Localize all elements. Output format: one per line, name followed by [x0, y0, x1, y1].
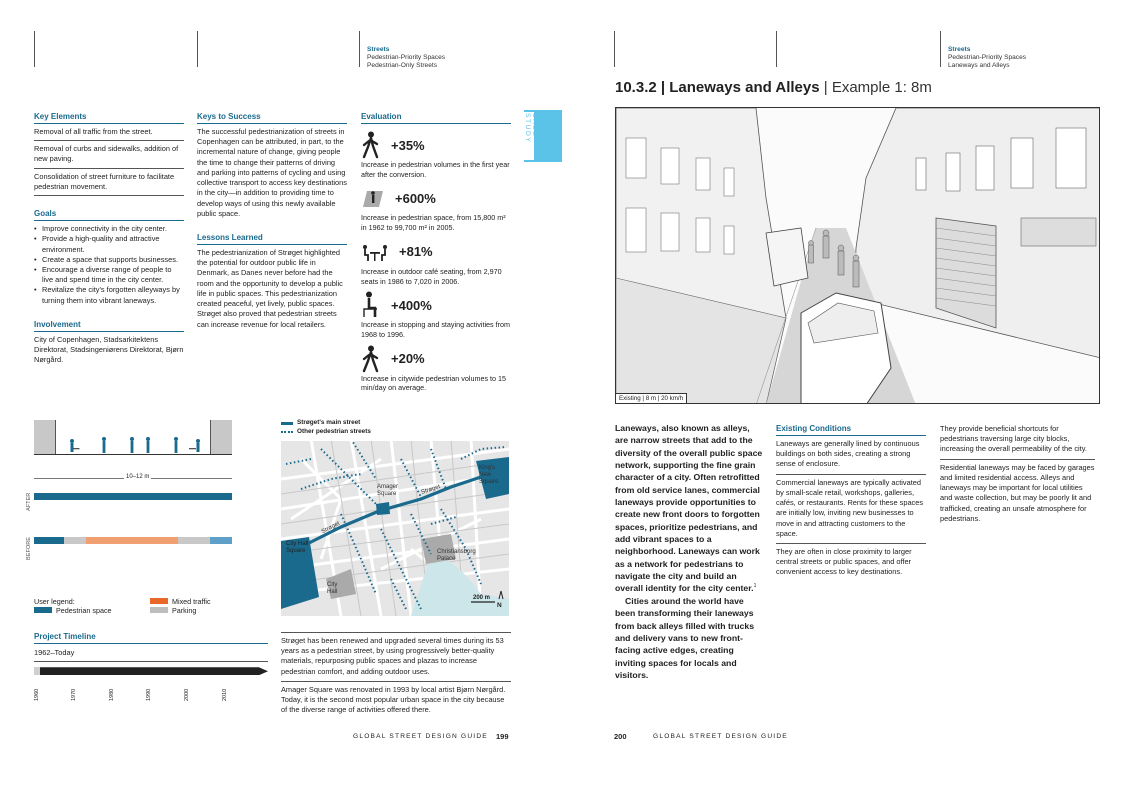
map-legend-other: Other pedestrian streets [297, 428, 371, 435]
column-rule [34, 31, 35, 67]
breadcrumb-item: Laneways and Alleys [948, 61, 1010, 69]
timeline-tick: 1980 [109, 688, 115, 702]
before-label: BEFORE [26, 536, 32, 560]
evaluation-description: Increase in stopping and staying activities from 1968 to 1996. [361, 320, 511, 340]
laneway-drawing [616, 108, 1100, 404]
evaluation-description: Increase in pedestrian volumes in the first year after the conversion. [361, 160, 510, 179]
street-section-diagram [26, 420, 232, 565]
evaluation-value: +35% [391, 137, 425, 153]
column-rule [197, 31, 198, 67]
timeline-tick: 2010 [222, 688, 228, 702]
after-label: AFTER [26, 492, 32, 511]
column-rule [614, 31, 615, 67]
page-title-bold: 10.3.2 | Laneways and Alleys [615, 79, 820, 96]
footer-title: GLOBAL STREET DESIGN GUIDE [353, 733, 488, 740]
pedestrian-walking-icon [361, 131, 381, 159]
map-caption [281, 632, 511, 716]
laneway-illustration [615, 107, 1100, 404]
page-number: 199 [496, 732, 509, 741]
section-heading: Lessons Learned [197, 233, 347, 245]
case-study-tab [524, 110, 562, 162]
evaluation-value: +20% [391, 351, 425, 367]
project-timeline [34, 632, 268, 711]
map-drawing [281, 419, 509, 616]
map-legend-main: Strøget's main street [297, 419, 361, 426]
evaluation-value: +81% [399, 244, 433, 260]
keys-to-success-section [197, 112, 347, 330]
map-scale: 200 m [473, 595, 491, 601]
goal-item: • Improve connectivity in the city center. [34, 224, 184, 234]
timeline-tick: 1990 [146, 688, 152, 702]
section-heading: Project Timeline [34, 632, 268, 644]
evaluation-value: +400% [391, 297, 432, 313]
footer-title: GLOBAL STREET DESIGN GUIDE [653, 733, 788, 740]
section-heading: Keys to Success [197, 112, 347, 124]
evaluation-section [361, 112, 511, 397]
map-label-christiansborg: Christiansborg Palace [437, 549, 476, 562]
key-element-item: Consolidation of street furniture to facilitate pedestrian movement. [34, 168, 184, 192]
goal-item: • Provide a high-quality and attractive environment. [34, 234, 184, 254]
map-label-amager-square: Amager Square [377, 484, 399, 497]
map-label-kings-square: King's New Square [479, 465, 499, 485]
evaluation-item [361, 237, 511, 267]
legend-mixed: Mixed traffic [172, 597, 211, 606]
breadcrumb-section: Streets [948, 46, 971, 53]
key-element-item: Removal of all traffic from the street. [34, 127, 153, 136]
intro-para: Cities around the world have been transforming their laneways from back alleys filled with trucks and delivery vans to new front-facing active edges, creating inviting spaces for locals and visitors. [615, 595, 755, 680]
intro-text [615, 422, 765, 681]
breadcrumb-section: Streets [367, 46, 390, 53]
map-label-city-hall-square: City Hall Square [286, 541, 309, 554]
page-number: 200 [614, 732, 627, 741]
column-rule [940, 31, 941, 67]
timeline-range: 1962–Today [34, 648, 75, 657]
laneway-benefits-column [940, 424, 1095, 524]
north-arrow-icon: N [497, 602, 502, 609]
existing-conditions-para: Laneways are generally lined by continuous buildings on both sides, creating a strong sense of enclosure. [776, 439, 920, 469]
benefits-para: They provide beneficial shortcuts for pedestrians traversing large city blocks, increasing the overall permeability of the city. [940, 424, 1087, 454]
breadcrumb-item: Pedestrian-Priority Spaces [367, 53, 446, 61]
breadcrumb-item: Pedestrian-Only Streets [367, 61, 437, 69]
timeline-tick: 1960 [34, 688, 40, 702]
legend-line-other [281, 431, 293, 433]
map-caption-para: Strøget has been renewed and upgraded several times during its 53 years as a pedestrian street, by using progressively better-quality materials, repurposing public spaces and plazas to increase pedestrian comfort, and adding outdoor uses. [281, 632, 511, 677]
map-caption-para: Amager Square was renovated in 1993 by local artist Bjørn Nørgård. Today, it is the second most popular urban space in the city because of the diverse range of activities offered there. [281, 681, 511, 716]
width-dimension-label: 10–12 m [126, 474, 150, 480]
section-heading: Existing Conditions [776, 424, 926, 436]
page-title [615, 79, 932, 96]
evaluation-item [361, 183, 511, 213]
staying-person-icon [361, 291, 381, 319]
breadcrumb [948, 46, 1026, 70]
stroget-map [281, 419, 509, 616]
evaluation-item [361, 290, 511, 320]
existing-conditions-para: Commercial laneways are typically activated by small-scale retail, workshops, galleries, cafés, or restaurants. Rents for these spaces are initially low, inviting new businesses to move in and attracting customers to the space. [776, 474, 926, 539]
map-label-city-hall: City Hall [327, 582, 338, 595]
section-heading: Key Elements [34, 112, 184, 124]
column-rule [359, 31, 360, 67]
breadcrumb [367, 46, 445, 70]
goal-item: • Revitalize the city's forgotten alleyways by turning them into vibrant laneways. [34, 285, 184, 305]
timeline-ticks [34, 681, 268, 711]
legend-swatch-mixed [150, 598, 168, 604]
legend-swatch-parking [150, 607, 168, 613]
keys-to-success-text: The successful pedestrianization of streets in Copenhagen can be attributed, in part, to the incremental nature of change, giving people the time to change their patterns of driving and parking into patterns of cycling and using collective transport to access key destinations in the city—in addition to providing time to develop ways of using this newly available public space. [197, 127, 347, 218]
legend-parking: Parking [172, 606, 197, 615]
timeline-bar [34, 667, 268, 681]
legend-title: User legend: [34, 597, 75, 606]
existing-conditions-para: They are often in close proximity to larger central streets or public spaces, and offer convenient access to key destinations. [776, 543, 926, 578]
pedestrians-figures [64, 436, 214, 454]
section-heading: Evaluation [361, 112, 511, 124]
evaluation-item [361, 130, 511, 160]
section-heading: Goals [34, 209, 184, 221]
after-bar [34, 493, 232, 500]
goal-item: • Encourage a diverse range of people to live and spend time in the city center. [34, 265, 184, 285]
pedestrian-walking-icon [361, 345, 381, 373]
map-label-stroget: Strøget [320, 520, 341, 536]
timeline-tick: 1970 [71, 688, 77, 702]
footnote-marker: 1 [753, 583, 757, 590]
key-element-item: Removal of curbs and sidewalks, addition of new paving. [34, 140, 184, 164]
column-rule [776, 31, 777, 67]
legend-pedestrian: Pedestrian space [56, 606, 112, 615]
timeline-tick: 2000 [184, 688, 190, 702]
map-label-stroget: Strøget [420, 484, 442, 496]
benefits-para: Residential laneways may be faced by garages and limited residential access. Alleys and laneways may be important for local utilities and waste collection, but may be poorly lit and trafficked, creating an unsafe atmosphere for pedestrians. [940, 459, 1095, 524]
illustration-caption: Existing | 8 m | 20 km/h [616, 393, 687, 403]
evaluation-description: Increase in citywide pedestrian volumes to 15 min/day on average. [361, 373, 507, 393]
involvement-text: City of Copenhagen, Stadsarkitektens Direktorat, Stadsingeniørens Direktorat, Bjørn Nørgård. [34, 334, 184, 365]
evaluation-description: Increase in pedestrian space, from 15,800 m² in 1962 to 99,700 m² in 2005. [361, 213, 506, 233]
existing-conditions-section [776, 424, 926, 578]
pedestrian-space-icon [361, 187, 385, 209]
intro-para [615, 422, 765, 595]
evaluation-value: +600% [395, 190, 436, 206]
evaluation-item [361, 344, 511, 374]
evaluation-description: Increase in outdoor café seating, from 2,970 seats in 1986 to 7,020 in 2006. [361, 266, 502, 286]
goals-list [34, 221, 184, 306]
goal-item: • Create a space that supports businesses. [34, 255, 184, 265]
cafe-seating-icon [361, 241, 389, 263]
key-elements-section [34, 112, 184, 366]
section-heading: Involvement [34, 320, 184, 332]
legend-line-main [281, 422, 293, 425]
lessons-learned-text: The pedestrianization of Strøget highlighted the potential for outdoor public life in Denmark, as Danes never before had the room and the opportunity to develop a public life in public spaces. This pedestrianization created peaceful, yet lively, public spaces. Strøget also proved that pedestrian streets can increase revenue for local retailers. [197, 247, 343, 329]
case-study-label: CASE STUDY [524, 113, 538, 144]
page-title-light: | Example 1: 8m [819, 79, 932, 96]
intro-text-body: Laneways, also known as alleys, are narrow streets that add to the diversity of the overall public space network, supporting the fine grain character of a city. Often retrofitted from old service lanes, commercial laneways provide opportunities to create new front doors to forgotten spaces, prioritize pedestrians, and add vibrant spaces to a neighborhood. Laneways can work as a network for pedestrians to navigate the city and build an overall identity for the city center. [615, 423, 763, 594]
before-bar [34, 537, 232, 544]
legend-swatch-pedestrian [34, 607, 52, 613]
breadcrumb-item: Pedestrian-Priority Spaces [948, 53, 1027, 61]
